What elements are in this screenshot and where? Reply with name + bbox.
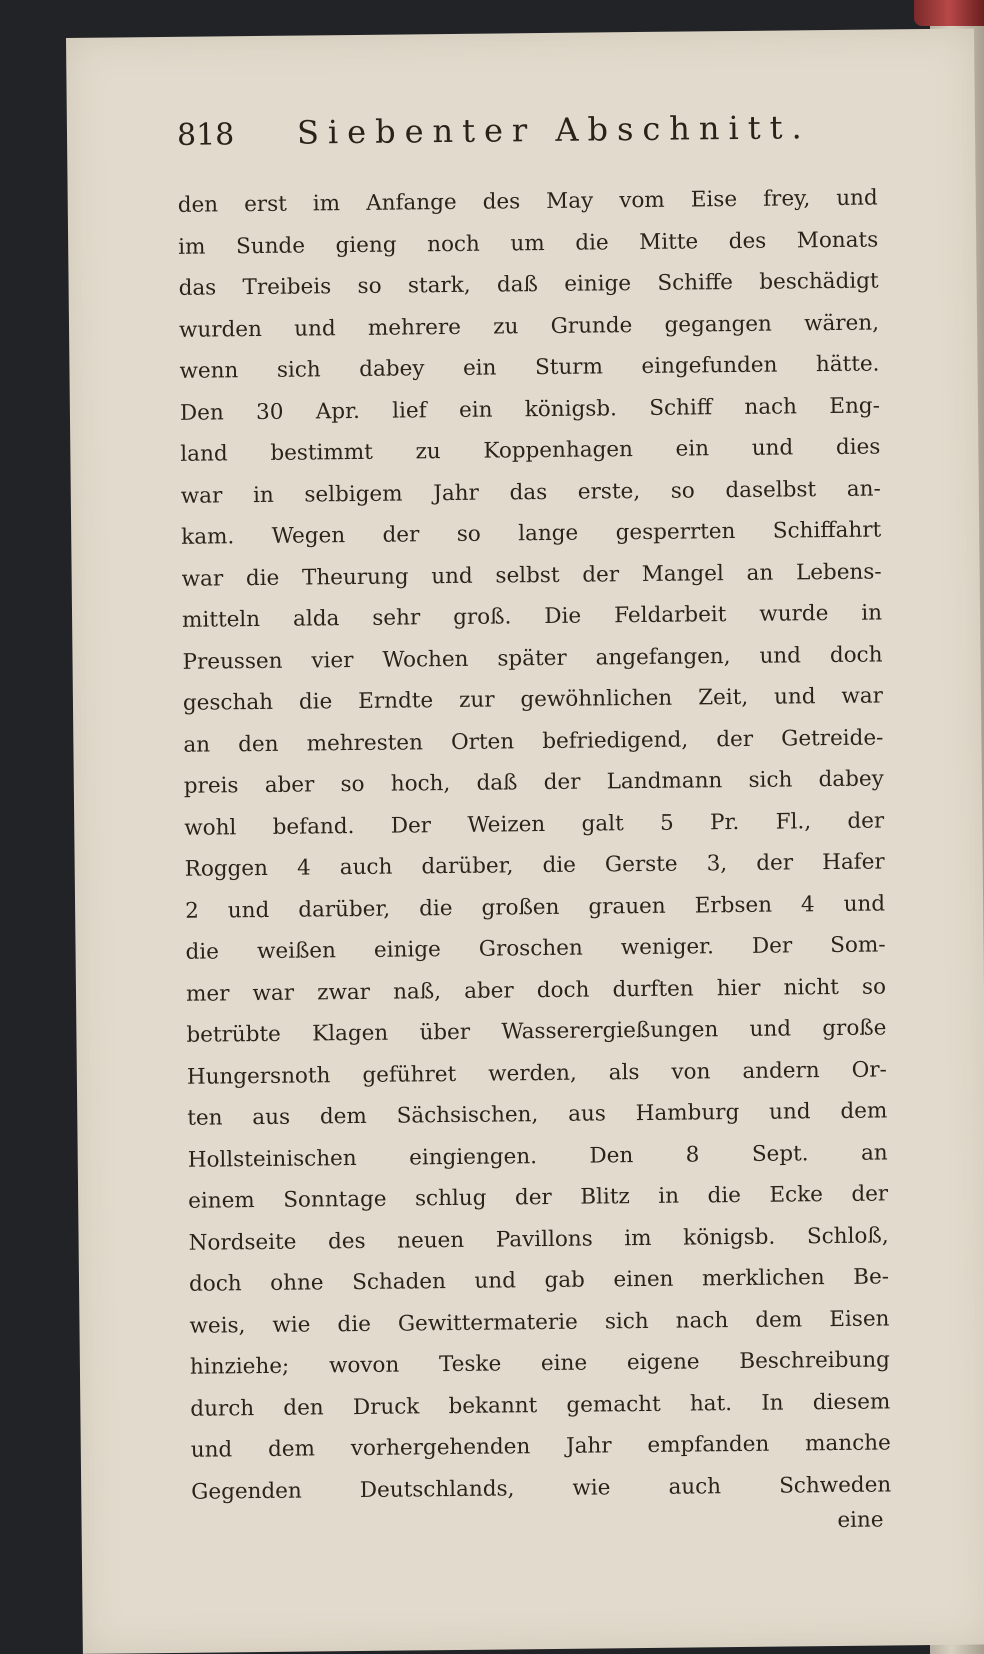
text-line: ten aus dem Sächsischen, aus Hamburg und dem (187, 1098, 888, 1131)
running-head (177, 108, 877, 165)
text-line: weis, wie die Gewittermaterie sich nach dem Eisen (189, 1305, 890, 1339)
text-line: preis aber so hoch, daß der Landmann sich dabey (183, 766, 884, 799)
text-line: hinziehe; wovon Teske eine eigene Beschreibung (189, 1347, 891, 1380)
text-line: mer war zwar naß, aber doch durften hier nicht so (185, 973, 887, 1007)
text-line: Nordseite des neuen Pavillons im königsb. Schloß, (188, 1222, 889, 1256)
text-line: doch ohne Schaden und gab einen merklichen Be- (188, 1264, 890, 1297)
text-line: wurden und mehrere zu Grunde gegangen wären, (178, 310, 880, 343)
text-line: wohl befand. Der Weizen galt 5 Pr. Fl., der (184, 807, 885, 841)
text-line: Hungersnoth geführet werden, als von andern Or- (186, 1056, 887, 1090)
bookmark-ribbon (914, 0, 984, 26)
text-line: mitteln alda sehr groß. Die Feldarbeit wurde in (181, 600, 883, 633)
text-line: im Sunde gieng noch um die Mitte des Monats (178, 227, 879, 260)
text-line: die weißen einige Groschen weniger. Der Som- (185, 932, 886, 965)
text-line: Den 30 Apr. lief ein königsb. Schiff nach Eng- (179, 392, 881, 426)
page-content (177, 108, 892, 1540)
text-line: Gegenden Deutschlands, wie auch Schweden (191, 1471, 892, 1505)
text-line: und dem vorhergehenden Jahr empfanden manche (190, 1430, 891, 1463)
text-line: einem Sonntage schlug der Blitz in die Ecke der (188, 1181, 889, 1214)
page-number: 818 (176, 117, 235, 153)
chapter-title: Siebenter Abschnitt. (296, 108, 811, 152)
text-line: Hollsteinischen eingiengen. Den 8 Sept. an (187, 1139, 888, 1173)
text-line: Roggen 4 auch darüber, die Gerste 3, der Hafer (184, 849, 885, 882)
text-line: Preussen vier Wochen später angefangen, und doch (182, 641, 883, 675)
text-line: das Treibeis so stark, daß einige Schiffe beschädigt (178, 268, 879, 301)
text-line: wenn sich dabey ein Sturm eingefunden hätte. (179, 351, 880, 384)
text-line: kam. Wegen der so lange gesperrten Schiffahrt (181, 517, 882, 550)
text-line: betrübte Klagen über Wasserergießungen und große (186, 1015, 887, 1048)
catchword: eine (837, 1507, 884, 1534)
text-line: den erst im Anfange des May vom Eise frey, und (177, 185, 878, 218)
text-line: 2 und darüber, die großen grauen Erbsen 4 und (185, 890, 886, 924)
text-line: war die Theurung und selbst der Mangel an Lebens- (181, 558, 882, 592)
text-line: land bestimmt zu Koppenhagen ein und dies (180, 434, 881, 467)
text-line: durch den Druck bekannt gemacht hat. In diesem (190, 1388, 891, 1422)
book-page (66, 28, 984, 1653)
text-line: war in selbigem Jahr das erste, so daselbst an- (180, 475, 881, 509)
text-line: an den mehresten Orten befriedigend, der Getreide- (183, 724, 884, 758)
body-text (178, 178, 892, 1513)
text-line: geschah die Erndte zur gewöhnlichen Zeit, und war (182, 683, 884, 716)
